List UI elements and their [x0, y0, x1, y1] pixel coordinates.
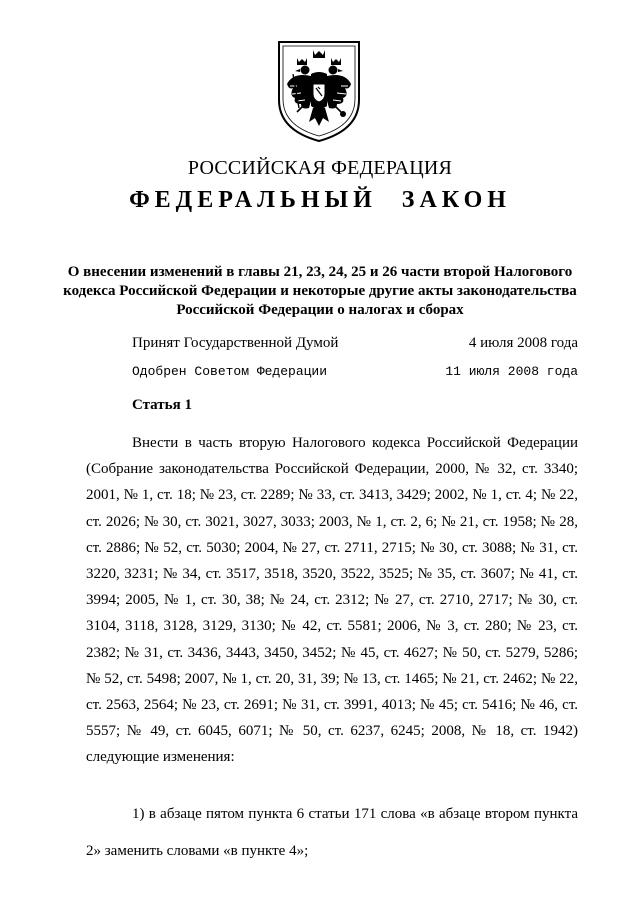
council-date: 11 июля 2008 года — [445, 364, 578, 379]
article-intro — [86, 430, 578, 771]
article-item-1-paragraph: 1) в абзаце пятом пункта 6 статьи 171 слова «в абзаце втором пункта 2» заменить словами «в пункте 4»; — [86, 806, 578, 859]
council-label: Одобрен Советом Федерации — [132, 364, 328, 379]
law-title: О внесении изменений в главы 21, 23, 24, 25 и 26 части второй Налогового кодекса Российской Федерации и некоторые другие акты законодательства Российской Федерации о налогах и сборах — [63, 264, 577, 318]
duma-label: Принят Государственной Думой — [132, 335, 339, 351]
document-type: ФЕДЕРАЛЬНЫЙ ЗАКОН — [129, 187, 511, 213]
coat-of-arms-icon — [275, 38, 363, 144]
article-item-1 — [86, 796, 578, 870]
article-heading: Статья 1 — [132, 397, 192, 413]
country-name: РОССИЙСКАЯ ФЕДЕРАЦИЯ — [187, 157, 453, 179]
article-intro-paragraph: Внести в часть вторую Налогового кодекса Российской Федерации (Собрание законодательства Российской Федерации, 2000, № 32, ст. 3340; 2001, № 1, ст. 18; № 23, ст. 2289; № 33, ст. 3413, 3429; 2002, № 1, ст. 4; № 22, ст. 2026; № 30, ст. 3021, 3027, 3033; 2003, № 1, ст. 2, 6; № 21, ст. 1958; № 28, ст. 2886; № 52, ст. 5030; 2004, № 27, ст. 2711, 2715; № 30, ст. 3088; № 31, ст. 3220, 3231; № 34, ст. 3517, 3518, 3520, 3522, 3525; № 35, ст. 3607; № 41, ст. 3994; 2005, № 1, ст. 30, 38; № 24, ст. 2312; № 27, ст. 2710, 2717; № 30, ст. 3104, 3118, 3128, 3129, 3130; № 42, ст. 5581; 2006, № 3, ст. 280; № 23, ст. 2382; № 31, ст. 3436, 3443, 3450, 3452; № 45, ст. 4627; № 50, ст. 5279, 5286; № 52, ст. 5498; 2007, № 1, ст. 20, 31, 39; № 13, ст. 1465; № 21, ст. 2462; № 22, ст. 2563, 2564; № 23, ст. 2691; № 31, ст. 3991, 4013; № 45; ст. 5416; № 46, ст. 5557; № 49, ст. 6045, 6071; № 50, ст. 6237, 6245; 2008, № 18, ст. 1942) следующие изменения: — [86, 435, 578, 766]
duma-date: 4 июля 2008 года — [468, 335, 578, 351]
